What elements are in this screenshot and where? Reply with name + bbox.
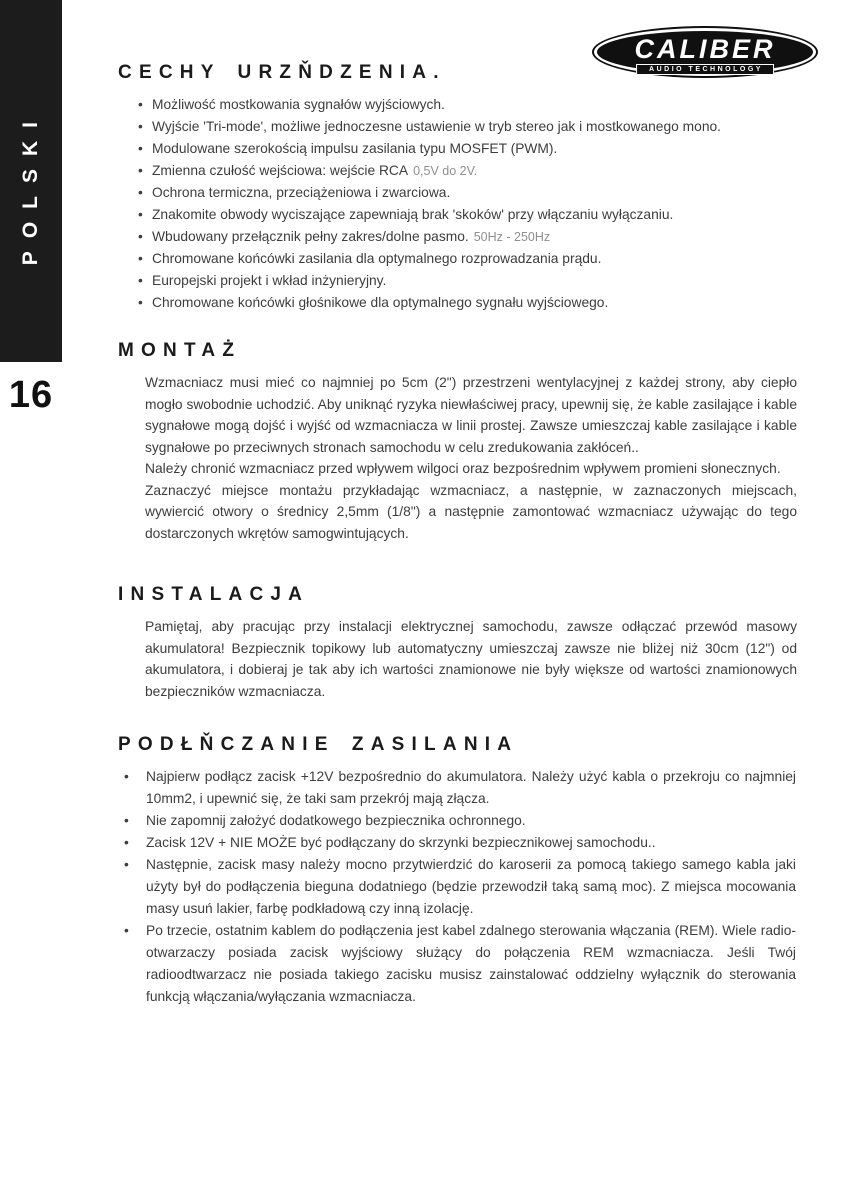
feature-item: • Ochrona termiczna, przeciążeniowa i zwarciowa. bbox=[138, 182, 798, 204]
section-title-features: CECHY URZŇDZENIA. bbox=[118, 62, 446, 83]
mounting-text bbox=[145, 372, 797, 544]
feature-item: • Wbudowany przełącznik pełny zakres/dolne pasmo. 50Hz - 250Hz bbox=[138, 226, 798, 248]
feature-item: • Chromowane końcówki zasilania dla optymalnego rozprowadzania prądu. bbox=[138, 248, 798, 270]
power-item: • Zacisk 12V + NIE MOŻE być podłączany do skrzynki bezpiecznikowej samochodu.. bbox=[122, 832, 796, 854]
feature-item: • Zmienna czułość wejściowa: wejście RCA 0,5V do 2V. bbox=[138, 160, 798, 182]
body-paragraph: Zaznaczyć miejsce montażu przykładając wzmacniacz, a następnie, w zaznaczonych miejscach, wywiercić otwory o średnicy 2,5mm (1/8") a następnie zamontować wzmacniacz używając do tego dostarczonych wkrętów samogwintujących. bbox=[145, 482, 797, 541]
main-content bbox=[118, 60, 798, 1008]
feature-note: 50Hz - 250Hz bbox=[473, 230, 551, 244]
feature-item: • Możliwość mostkowania sygnałów wyjściowych. bbox=[138, 94, 798, 116]
feature-item: • Europejski projekt i wkład inżynieryjny. bbox=[138, 270, 798, 292]
body-paragraph: Pamiętaj, aby pracując przy instalacji elektrycznej samochodu, zawsze odłączać przewód masowy akumulatora! Bezpiecznik topikowy lub automatyczny umieszczaj zawsze nie bliżej niż 30cm (12") od akumulatora, i dobieraj je tak aby ich wartości znamionowe nie były większe od wartości znamionowych bezpieczników wzmacniacza. bbox=[145, 619, 797, 699]
power-item: • Następnie, zacisk masy należy mocno przytwierdzić do karoserii za pomocą takiego samego kabla jaki użyty był do podłączenia bieguna dodatniego (będzie przewodził taką samą moc). Z miejsca mocowania masy usuń lakier, farbę podkładową czy inną izolację. bbox=[122, 854, 796, 920]
power-item: • Najpierw podłącz zacisk +12V bezpośrednio do akumulatora. Należy użyć kabla o przekroju co najmniej 10mm2, i upewnić się, że taki sam przekrój mają złącza. bbox=[122, 766, 796, 810]
section-title-power: PODŁŇCZANIE ZASILANIA bbox=[118, 734, 519, 755]
feature-item: • Wyjście 'Tri-mode', możliwe jednoczesne ustawienie w tryb stereo jak i mostkowanego mono. bbox=[138, 116, 798, 138]
power-item: • Nie zapomnij założyć dodatkowego bezpiecznika ochronnego. bbox=[122, 810, 796, 832]
feature-item: • Chromowane końcówki głośnikowe dla optymalnego sygnału wyjściowego. bbox=[138, 292, 798, 314]
section-title-mounting: MONTAŻ bbox=[118, 340, 242, 361]
logo-tagline: AUDIO TECHNOLOGY bbox=[636, 64, 774, 75]
feature-list bbox=[138, 94, 798, 314]
section-title-installation: INSTALACJA bbox=[118, 584, 310, 605]
body-paragraph: Wzmacniacz musi mieć co najmniej po 5cm (2") przestrzeni wentylacyjnej z każdej strony, aby ciepło mogło swobodnie uchodzić. Aby uniknąć ryzyka niewłaściwej pracy, upewnij się, że kable zasilające i kable sygnałowe mogą dojść i wyjść od wzmacniacza w linii prostej. Zawsze umieszczaj kable zasilające i kable sygnałowe po przeciwnych stronach samochodu w celu zredukowania zakłóceń.. bbox=[145, 375, 797, 455]
page-number: 16 bbox=[8, 374, 54, 416]
feature-note: 0,5V do 2V. bbox=[413, 164, 478, 178]
language-sidebar bbox=[0, 0, 62, 362]
feature-item: • Modulowane szerokością impulsu zasilania typu MOSFET (PWM). bbox=[138, 138, 798, 160]
power-list bbox=[122, 766, 796, 1008]
installation-text bbox=[145, 616, 797, 702]
language-label: POLSKI bbox=[19, 109, 42, 266]
feature-item: • Znakomite obwody wyciszające zapewniają brak 'skoków' przy włączaniu wyłączaniu. bbox=[138, 204, 798, 226]
body-paragraph: Należy chronić wzmacniacz przed wpływem wilgoci oraz bezpośrednim wpływem promieni słonecznych. bbox=[145, 461, 781, 476]
logo-brand-text: CALIBER bbox=[634, 33, 776, 64]
power-item: • Po trzecie, ostatnim kablem do podłączenia jest kabel zdalnego sterowania włączania (REM). Wiele radio-otwarzaczy posiada zacisk wyjściowy służący do połączenia REM wzmacniacza. Jeśli Twój radioodtwarzacz nie posiada takiego zacisku musisz zainstalować oddzielny wyłącznik do sterowania funkcją włączania/wyłączania wzmacniacza. bbox=[122, 920, 796, 1008]
